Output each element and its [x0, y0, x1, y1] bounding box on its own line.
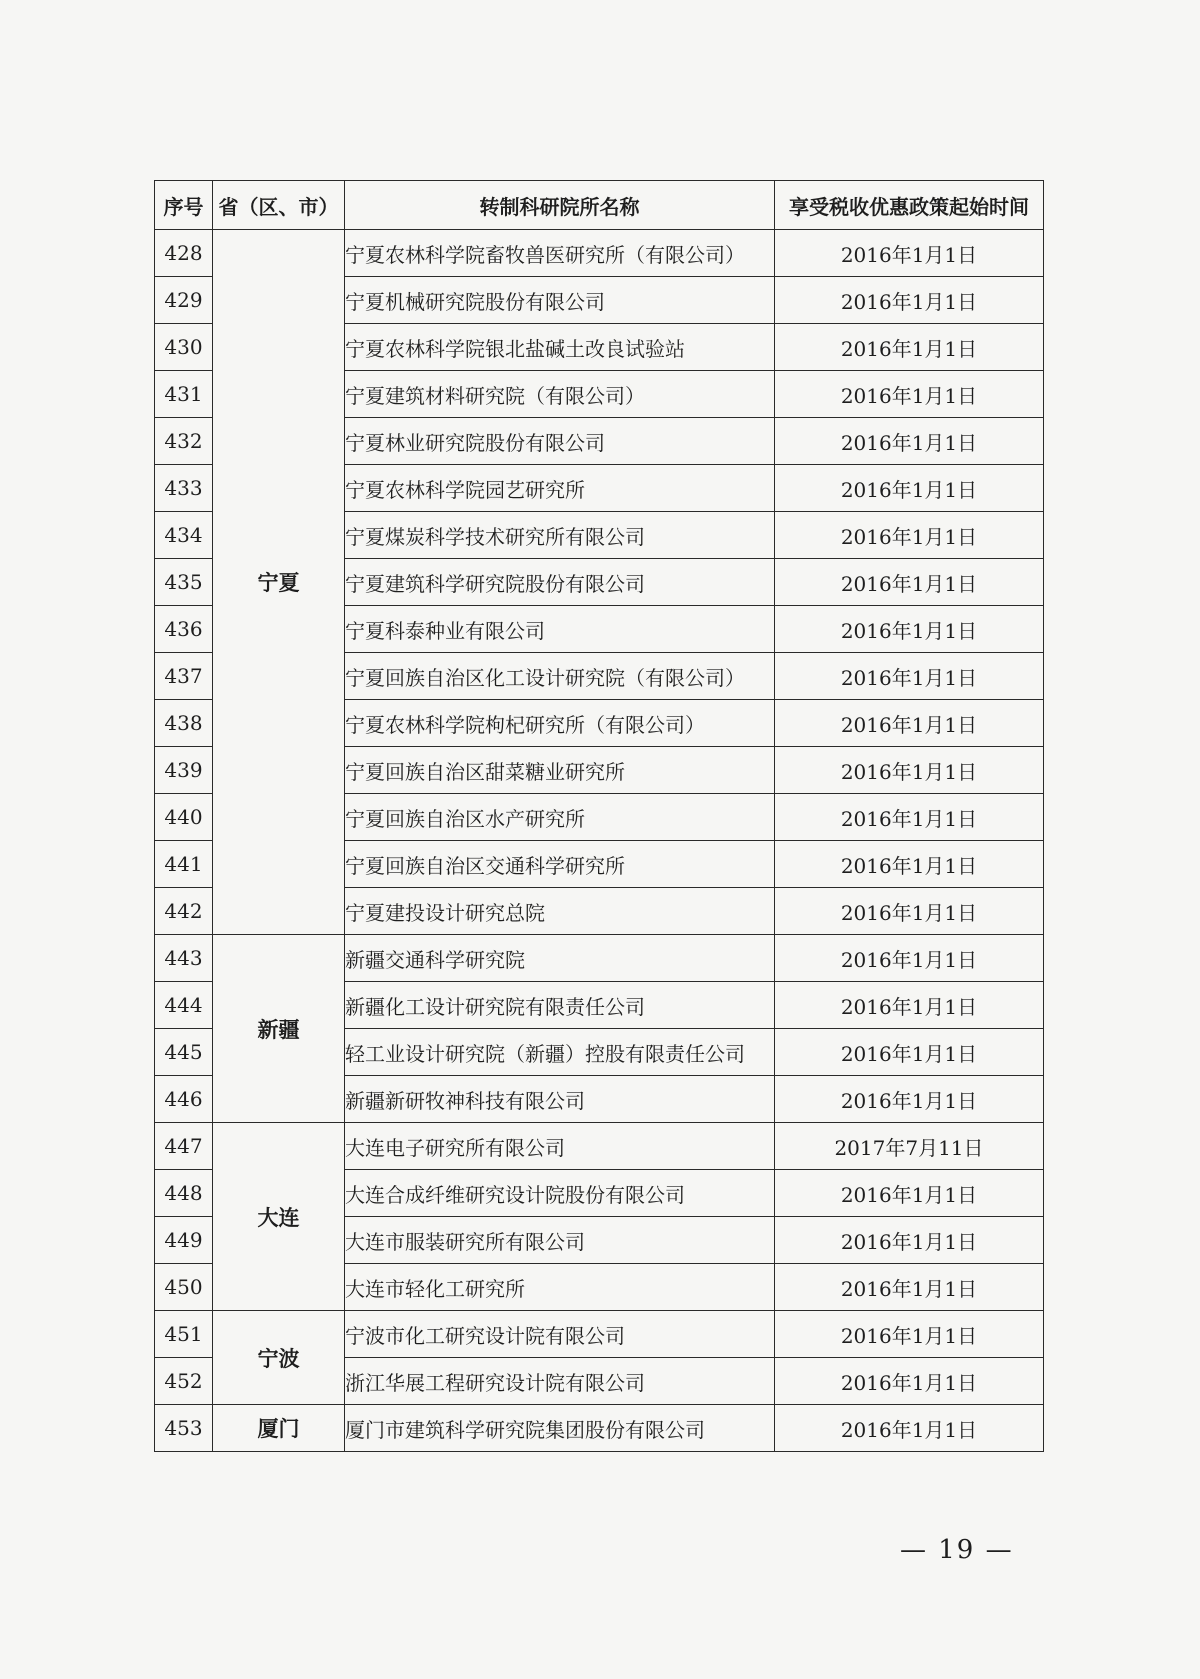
- row-seq-number: 431: [155, 371, 213, 418]
- header-start-date: 享受税收优惠政策起始时间: [775, 181, 1044, 230]
- policy-start-date: 2016年1月1日: [775, 841, 1044, 888]
- header-province: 省（区、市）: [213, 181, 345, 230]
- institute-name: 宁夏机械研究院股份有限公司: [345, 277, 775, 324]
- institute-name: 宁夏建投设计研究总院: [345, 888, 775, 935]
- province-cell: 厦门: [213, 1405, 345, 1452]
- institute-name: 宁波市化工研究设计院有限公司: [345, 1311, 775, 1358]
- research-institute-table: [154, 180, 1044, 1452]
- row-seq-number: 446: [155, 1076, 213, 1123]
- policy-start-date: 2016年1月1日: [775, 888, 1044, 935]
- institute-name: 宁夏建筑材料研究院（有限公司）: [345, 371, 775, 418]
- policy-start-date: 2016年1月1日: [775, 1170, 1044, 1217]
- policy-start-date: 2016年1月1日: [775, 324, 1044, 371]
- policy-start-date: 2016年1月1日: [775, 1217, 1044, 1264]
- policy-start-date: 2016年1月1日: [775, 653, 1044, 700]
- institute-name: 宁夏建筑科学研究院股份有限公司: [345, 559, 775, 606]
- institute-name: 宁夏回族自治区化工设计研究院（有限公司）: [345, 653, 775, 700]
- province-cell: 新疆: [213, 935, 345, 1123]
- policy-start-date: 2016年1月1日: [775, 512, 1044, 559]
- page-number: — 19 —: [900, 1535, 1014, 1565]
- institute-name: 宁夏农林科学院畜牧兽医研究所（有限公司）: [345, 230, 775, 277]
- row-seq-number: 428: [155, 230, 213, 277]
- institute-name: 宁夏农林科学院枸杞研究所（有限公司）: [345, 700, 775, 747]
- row-seq-number: 433: [155, 465, 213, 512]
- row-seq-number: 437: [155, 653, 213, 700]
- policy-start-date: 2016年1月1日: [775, 935, 1044, 982]
- row-seq-number: 440: [155, 794, 213, 841]
- row-seq-number: 448: [155, 1170, 213, 1217]
- row-seq-number: 445: [155, 1029, 213, 1076]
- row-seq-number: 443: [155, 935, 213, 982]
- row-seq-number: 434: [155, 512, 213, 559]
- institute-name: 轻工业设计研究院（新疆）控股有限责任公司: [345, 1029, 775, 1076]
- policy-start-date: 2016年1月1日: [775, 982, 1044, 1029]
- row-seq-number: 442: [155, 888, 213, 935]
- policy-start-date: 2016年1月1日: [775, 230, 1044, 277]
- policy-start-date: 2016年1月1日: [775, 277, 1044, 324]
- row-seq-number: 436: [155, 606, 213, 653]
- row-seq-number: 450: [155, 1264, 213, 1311]
- row-seq-number: 432: [155, 418, 213, 465]
- institute-name: 大连合成纤维研究设计院股份有限公司: [345, 1170, 775, 1217]
- policy-start-date: 2016年1月1日: [775, 465, 1044, 512]
- policy-start-date: 2016年1月1日: [775, 1311, 1044, 1358]
- table-row: [155, 1405, 1044, 1452]
- policy-start-date: 2016年1月1日: [775, 559, 1044, 606]
- table-header-row: [155, 181, 1044, 230]
- institute-name: 宁夏回族自治区交通科学研究所: [345, 841, 775, 888]
- row-seq-number: 451: [155, 1311, 213, 1358]
- row-seq-number: 435: [155, 559, 213, 606]
- policy-start-date: 2016年1月1日: [775, 1029, 1044, 1076]
- row-seq-number: 438: [155, 700, 213, 747]
- policy-start-date: 2016年1月1日: [775, 700, 1044, 747]
- institute-name: 宁夏农林科学院银北盐碱土改良试验站: [345, 324, 775, 371]
- row-seq-number: 441: [155, 841, 213, 888]
- province-cell: 宁波: [213, 1311, 345, 1405]
- institute-name: 大连电子研究所有限公司: [345, 1123, 775, 1170]
- province-cell: 大连: [213, 1123, 345, 1311]
- institute-name: 大连市轻化工研究所: [345, 1264, 775, 1311]
- institute-name: 新疆交通科学研究院: [345, 935, 775, 982]
- row-seq-number: 439: [155, 747, 213, 794]
- policy-start-date: 2016年1月1日: [775, 418, 1044, 465]
- row-seq-number: 429: [155, 277, 213, 324]
- institute-name: 宁夏回族自治区水产研究所: [345, 794, 775, 841]
- table-body: [155, 230, 1044, 1452]
- policy-start-date: 2016年1月1日: [775, 371, 1044, 418]
- row-seq-number: 453: [155, 1405, 213, 1452]
- institute-name: 宁夏科泰种业有限公司: [345, 606, 775, 653]
- row-seq-number: 430: [155, 324, 213, 371]
- table-row: [155, 1311, 1044, 1358]
- policy-start-date: 2016年1月1日: [775, 1264, 1044, 1311]
- institute-name: 大连市服装研究所有限公司: [345, 1217, 775, 1264]
- policy-start-date: 2016年1月1日: [775, 1405, 1044, 1452]
- institute-name: 厦门市建筑科学研究院集团股份有限公司: [345, 1405, 775, 1452]
- institute-name: 宁夏农林科学院园艺研究所: [345, 465, 775, 512]
- institute-name: 宁夏煤炭科学技术研究所有限公司: [345, 512, 775, 559]
- header-name: 转制科研院所名称: [345, 181, 775, 230]
- row-seq-number: 449: [155, 1217, 213, 1264]
- row-seq-number: 452: [155, 1358, 213, 1405]
- policy-start-date: 2016年1月1日: [775, 1076, 1044, 1123]
- policy-start-date: 2016年1月1日: [775, 794, 1044, 841]
- province-cell: 宁夏: [213, 230, 345, 935]
- header-seq: 序号: [155, 181, 213, 230]
- institute-name: 宁夏回族自治区甜菜糖业研究所: [345, 747, 775, 794]
- table-row: [155, 935, 1044, 982]
- policy-start-date: 2017年7月11日: [775, 1123, 1044, 1170]
- row-seq-number: 447: [155, 1123, 213, 1170]
- policy-start-date: 2016年1月1日: [775, 747, 1044, 794]
- policy-start-date: 2016年1月1日: [775, 1358, 1044, 1405]
- institute-name: 新疆化工设计研究院有限责任公司: [345, 982, 775, 1029]
- institute-name: 浙江华展工程研究设计院有限公司: [345, 1358, 775, 1405]
- policy-start-date: 2016年1月1日: [775, 606, 1044, 653]
- institute-name: 宁夏林业研究院股份有限公司: [345, 418, 775, 465]
- table-row: [155, 230, 1044, 277]
- institute-name: 新疆新研牧神科技有限公司: [345, 1076, 775, 1123]
- row-seq-number: 444: [155, 982, 213, 1029]
- table-row: [155, 1123, 1044, 1170]
